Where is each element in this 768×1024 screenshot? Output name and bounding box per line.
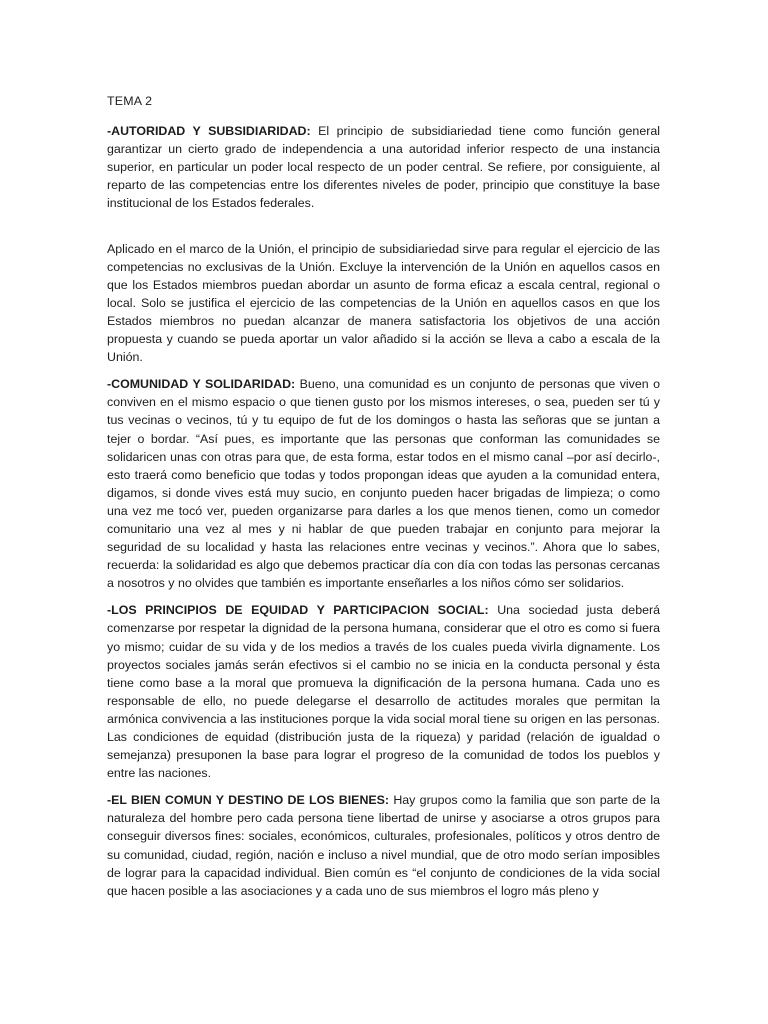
paragraph-bien-comun	[107, 791, 660, 900]
section-heading-equidad: -LOS PRINCIPIOS DE EQUIDAD Y PARTICIPACION SOCIAL:	[107, 603, 489, 618]
paragraph-equidad-participacion	[107, 601, 660, 782]
section-text-union: Aplicado en el marco de la Unión, el principio de subsidiariedad sirve para regular el ejercicio de las competencias no exclusivas de la Unión. Excluye la intervención de la Unión en aquellos casos en que los Estados miembros puedan abordar un asunto de forma eficaz a escala central, regional o local. Solo se justifica el ejercicio de las competencias de la Unión en aquellos casos en que los Estados miembros no puedan alcanzar de manera satisfactoria los objetivos de una acción propuesta y cuando se pueda aportar un valor añadido si la acción se lleva a cabo a escala de la Unión.	[107, 241, 660, 365]
section-text-comunidad: Bueno, una comunidad es un conjunto de personas que viven o conviven en el mismo espacio o que tienen gusto por los mismos intereses, o sea, pueden ser tú y tus vecinas o vecinos, tú y tu equipo de fut de los domingos o hasta las señoras que se juntan a tejer o bordar. “Así pues, es importante que las personas que conforman las comunidades se solidaricen unas con otras para que, de esta forma, estar todos en el mismo canal –por así decirlo-, esto traerá como beneficio que todas y todos propongan ideas que ayuden a la comunidad entera, digamos, si donde vives está muy sucio, en conjunto pueden hacer brigadas de limpieza; o como una vez me tocó ver, pueden organizarse para darles a los que menos tienen, como un comedor comunitario una vez al mes y ni hablar de que pueden trabajar en conjunto para mejorar la seguridad de su localidad y hasta las relaciones entre vecinas y vecinos.”. Ahora que lo sabes, recuerda: la solidaridad es algo que debemos practicar día con día con todas las personas cercanas a nosotros y no olvides que también es importante enseñarles a los niños cómo ser solidarios.	[107, 377, 660, 591]
paragraph-union-subsidiariedad	[107, 240, 660, 367]
section-heading-comunidad: -COMUNIDAD Y SOLIDARIDAD:	[107, 377, 296, 392]
document-body	[107, 92, 660, 909]
document-title: TEMA 2	[107, 94, 153, 108]
section-text-autoridad: El principio de subsidiariedad tiene como función general garantizar un cierto grado de independencia a una autoridad inferior respecto de una instancia superior, en particular un poder local respecto de un poder central. Se refiere, por consiguiente, al reparto de las competencias entre los diferentes niveles de poder, principio que constituye la base institucional de los Estados federales.	[107, 124, 660, 211]
section-text-equidad: Una sociedad justa deberá comenzarse por respetar la dignidad de la persona humana, considerar que el otro es como si fuera yo mismo; cuidar de su vida y de los medios a través de los cuales pueda vivirla dignamente. Los proyectos sociales jamás serán efectivos si el cambio no se inicia en la conducta personal y ésta tiene como base a la moral que promueva la dignificación de la persona humana. Cada uno es responsable de ello, no puede delegarse el desarrollo de actitudes morales que permitan la armónica convivencia a las instituciones porque la vida social moral tiene su origen en las personas. Las condiciones de equidad (distribución justa de la riqueza) y paridad (relación de igualdad o semejanza) presuponen la base para lograr el progreso de la comunidad de todos los pueblos y entre las naciones.	[107, 603, 661, 781]
paragraph-autoridad-subsidiaridad	[107, 122, 660, 212]
paragraph-comunidad-solidaridad	[107, 375, 660, 592]
section-heading-bien-comun: -EL BIEN COMUN Y DESTINO DE LOS BIENES:	[107, 793, 390, 808]
section-heading-autoridad: -AUTORIDAD Y SUBSIDIARIDAD:	[107, 124, 311, 139]
section-text-bien-comun: Hay grupos como la familia que son parte de la naturaleza del hombre pero cada persona tiene libertad de unirse y asociarse a otros grupos para conseguir diversos fines: sociales, económicos, culturales, profesionales, políticos y otros dentro de su comunidad, ciudad, región, nación e incluso a nivel mundial, que de otro modo serían imposibles de lograr para la capacidad individual. Bien común es “el conjunto de condiciones de la vida social que hacen posible a las asociaciones y a cada uno de sus miembros el logro más pleno y	[107, 793, 660, 898]
